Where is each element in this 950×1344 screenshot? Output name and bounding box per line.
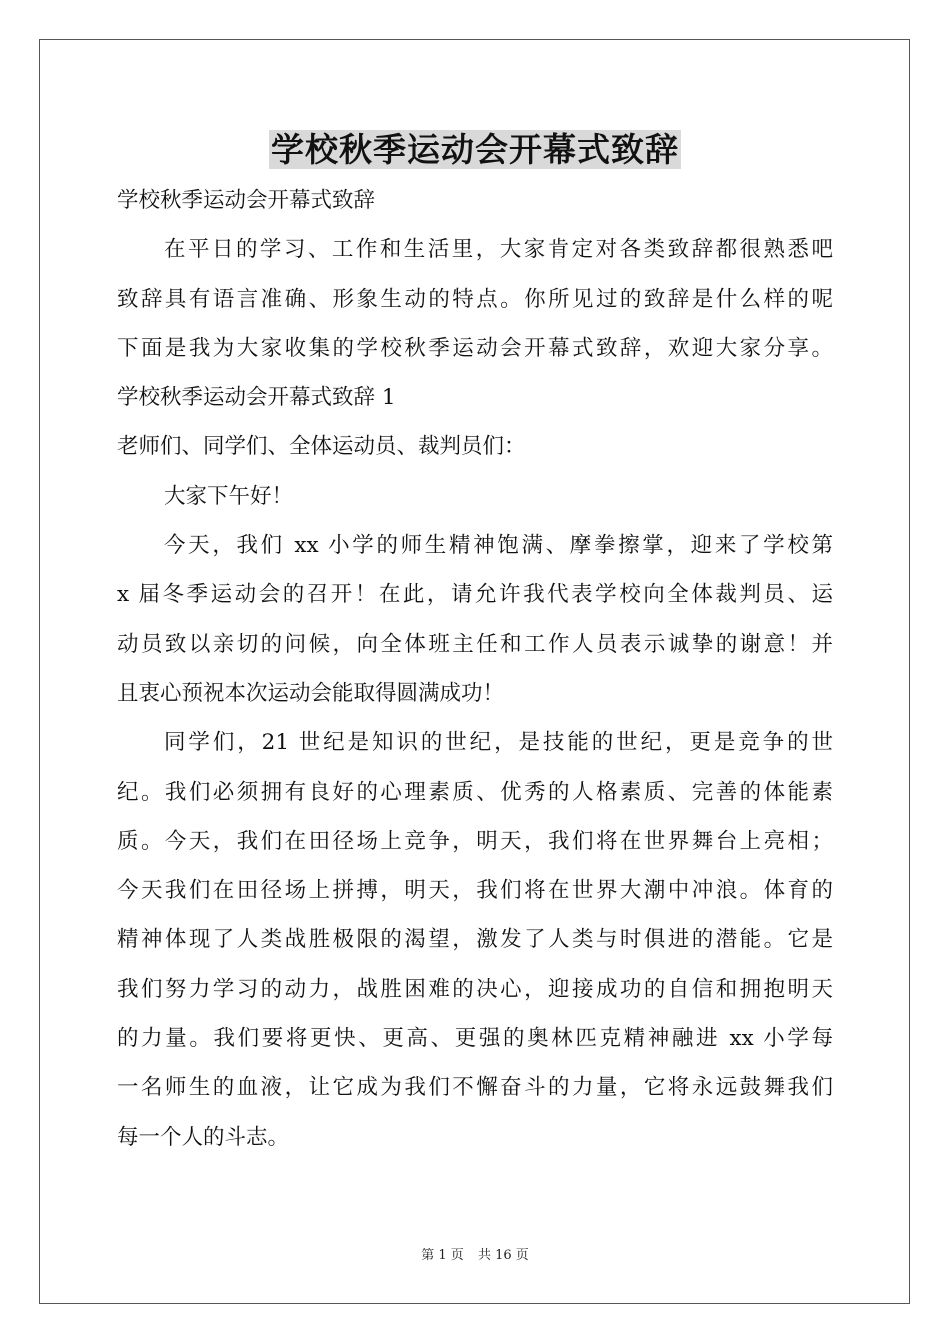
body-line: 下面是我为大家收集的学校秋季运动会开幕式致辞，欢迎大家分享。 bbox=[117, 335, 833, 361]
page-total: 共 16 页 bbox=[477, 1248, 529, 1263]
body-line: 动员致以亲切的问候，向全体班主任和工作人员表示诚挚的谢意！并 bbox=[117, 631, 833, 657]
body-line: x 届冬季运动会的召开！在此，请允许我代表学校向全体裁判员、运 bbox=[117, 582, 833, 608]
document-title: 学校秋季运动会开幕式致辞 bbox=[271, 130, 679, 169]
body-line: 在平日的学习、工作和生活里，大家肯定对各类致辞都很熟悉吧 bbox=[164, 237, 833, 263]
body-line: 的力量。我们要将更快、更高、更强的奥林匹克精神融进 xx 小学每 bbox=[117, 1026, 833, 1052]
greeting-line: 大家下午好！ bbox=[164, 483, 294, 509]
body-line: 质。今天，我们在田径场上竞争，明天，我们将在世界舞台上亮相； bbox=[117, 828, 833, 854]
page-footer bbox=[0, 1246, 950, 1266]
body-line: 且衷心预祝本次运动会能取得圆满成功！ bbox=[117, 680, 505, 706]
body-line: 致辞具有语言准确、形象生动的特点。你所见过的致辞是什么样的呢 bbox=[117, 286, 833, 312]
section-heading: 学校秋季运动会开幕式致辞 1 bbox=[117, 385, 396, 411]
body-line: 每一个人的斗志。 bbox=[117, 1124, 290, 1150]
document-body bbox=[117, 176, 833, 1162]
body-line: 一名师生的血液，让它成为我们不懈奋斗的力量，它将永远鼓舞我们 bbox=[117, 1075, 833, 1101]
body-line: 纪。我们必须拥有良好的心理素质、优秀的人格素质、完善的体能素 bbox=[117, 779, 833, 805]
body-line: 精神体现了人类战胜极限的渴望，激发了人类与时俱进的潜能。它是 bbox=[117, 927, 833, 953]
page-number: 第 1 页 bbox=[421, 1248, 464, 1263]
body-line: 今天，我们 xx 小学的师生精神饱满、摩拳擦掌，迎来了学校第 bbox=[164, 533, 833, 559]
body-line: 今天我们在田径场上拼搏，明天，我们将在世界大潮中冲浪。体育的 bbox=[117, 878, 833, 904]
body-line: 同学们，21 世纪是知识的世纪，是技能的世纪，更是竞争的世 bbox=[164, 730, 833, 756]
salutation-line: 老师们、同学们、全体运动员、裁判员们： bbox=[117, 434, 526, 460]
subtitle-line: 学校秋季运动会开幕式致辞 bbox=[117, 188, 376, 213]
body-line: 我们努力学习的动力，战胜困难的决心，迎接成功的自信和拥抱明天 bbox=[117, 976, 833, 1002]
